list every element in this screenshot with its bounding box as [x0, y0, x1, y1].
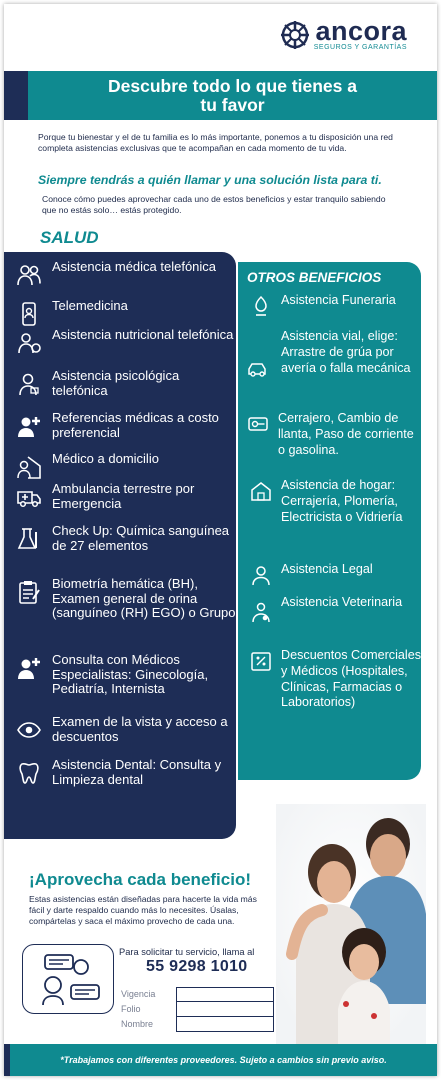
salud-item-label: Check Up: Química sanguínea de 27 elementos — [52, 523, 230, 553]
otros-item-label: Asistencia vial, elige: Arrastre de grúa por avería o falla mecánica — [281, 329, 411, 375]
family-photo — [276, 804, 426, 1044]
folio-field[interactable] — [176, 1002, 274, 1017]
funeral-icon — [250, 295, 272, 317]
home-repair-icon — [250, 480, 272, 502]
nutrition-icon — [16, 330, 42, 356]
otros-item — [250, 562, 421, 595]
discount-icon — [250, 650, 272, 672]
otros-item — [250, 595, 421, 648]
otros-item-label: Asistencia Funeraria — [281, 293, 396, 307]
vet-icon — [250, 601, 272, 623]
salud-item-label: Consulta con Médicos Especialistas: Ginecología, Pediatría, Internista — [52, 652, 209, 696]
doctor-plus-icon — [16, 413, 42, 439]
flyer-page — [4, 4, 437, 1076]
promo-text: Estas asistencias están diseñadas para hacerte la vida más fácil y darte respaldo cuando más lo necesites. Úsalas, compártelas y saca el máximo provecho de cada una. — [29, 894, 257, 926]
otros-item — [244, 329, 421, 411]
chat-call-icon — [23, 945, 115, 1015]
promo-title: ¡Aprovecha cada beneficio! — [29, 870, 252, 889]
brand-name: ancora — [315, 16, 407, 46]
salud-item — [16, 299, 236, 328]
ambulance-icon — [16, 484, 42, 510]
salud-panel — [4, 252, 236, 839]
nombre-field[interactable] — [176, 1017, 274, 1032]
car-tow-icon — [244, 357, 272, 379]
salud-item-label: Telemedicina — [52, 298, 128, 313]
salud-item-label: Médico a domicilio — [52, 451, 159, 466]
field-label-vigencia: Vigencia — [121, 989, 156, 999]
salud-item — [16, 328, 236, 369]
salud-item — [16, 260, 236, 299]
otros-item — [250, 478, 421, 562]
key-icon — [247, 413, 269, 435]
form-field-boxes — [176, 987, 274, 1032]
home-doctor-icon — [16, 454, 42, 480]
salud-item-label: Examen de la vista y acceso a descuentos — [52, 714, 228, 744]
salud-item-label: Referencias médicas a costo preferencial — [52, 410, 219, 440]
salud-item — [16, 758, 236, 808]
field-label-nombre: Nombre — [121, 1019, 154, 1029]
intro-paragraph-2: Conoce cómo puedes aprovechar cada uno de estos beneficios y estar tranquilo sabiendo que no estás solo… estás protegido. — [42, 194, 386, 215]
intro-tagline: Siempre tendrás a quién llamar y una solución lista para ti. — [38, 173, 382, 187]
brand-tagline: SEGUROS Y GARANTÍAS — [313, 44, 407, 51]
form-field-labels — [121, 987, 155, 1032]
otros-item — [250, 648, 421, 728]
field-label-folio: Folio — [121, 1004, 141, 1014]
phone-number[interactable]: 55 9298 1010 — [146, 958, 248, 975]
otros-item-label: Cerrajero, Cambio de llanta, Paso de corriente o gasolina. — [278, 411, 414, 457]
phone-doctor-icon — [16, 301, 42, 327]
doctor-team-icon — [16, 262, 42, 288]
brand-header — [280, 18, 407, 51]
salud-item — [16, 715, 236, 758]
salud-item — [16, 369, 236, 411]
anchor-logo-icon — [280, 20, 310, 50]
clipboard-icon — [16, 579, 42, 605]
intro-paragraph: Porque tu bienestar y el de tu familia es lo más importante, ponemos a tu disposición una red completa asistencias exclusivas que te acompañan en cada momento de tu vida. — [38, 132, 393, 153]
salud-item-label: Biometría hemática (BH), Examen general de orina (sanguíneo (RH) EGO) o Grupo — [52, 576, 236, 620]
salud-item — [16, 411, 236, 452]
otros-item — [250, 293, 421, 329]
psychologist-icon — [16, 371, 42, 397]
salud-item-label: Ambulancia terrestre por Emergencia — [52, 481, 195, 511]
salud-item — [16, 653, 236, 715]
otros-panel — [238, 262, 421, 780]
salud-item-label: Asistencia médica telefónica — [52, 259, 217, 274]
call-instruction: Para solicitar tu servicio, llama al — [119, 947, 255, 957]
otros-item-label: Descuentos Comerciales y Médicos (Hospitales, Clínicas, Farmacias o Laboratorios) — [281, 648, 421, 710]
salud-item — [16, 452, 236, 482]
hero-title: Descubre todo lo que tienes a tu favor — [108, 75, 357, 115]
otros-item — [247, 411, 421, 478]
tooth-icon — [16, 760, 42, 786]
otros-heading: OTROS BENEFICIOS — [247, 270, 382, 285]
salud-item — [16, 577, 236, 653]
salud-item-label: Asistencia nutricional telefónica — [52, 327, 234, 342]
otros-item-label: Asistencia Veterinaria — [281, 595, 403, 609]
contact-icon-box — [22, 944, 114, 1014]
footer-disclaimer: *Trabajamos con diferentes proveedores. Sujeto a cambios sin previo aviso. — [4, 1044, 437, 1076]
salud-item-label: Asistencia psicológica telefónica — [52, 368, 180, 398]
specialist-icon — [16, 655, 42, 681]
salud-heading: SALUD — [40, 228, 99, 247]
otros-item-label: Asistencia de hogar: Cerrajería, Plomería, Electricista o Vidriería — [281, 478, 403, 524]
salud-item — [16, 482, 236, 524]
otros-item-label: Asistencia Legal — [281, 562, 373, 576]
salud-item-label: Asistencia Dental: Consulta y Limpieza dental — [52, 757, 222, 787]
lab-icon — [16, 526, 42, 552]
vigencia-field[interactable] — [176, 987, 274, 1002]
legal-icon — [250, 564, 272, 586]
eye-exam-icon — [16, 717, 42, 743]
hero-band — [4, 71, 437, 120]
salud-item — [16, 524, 236, 577]
